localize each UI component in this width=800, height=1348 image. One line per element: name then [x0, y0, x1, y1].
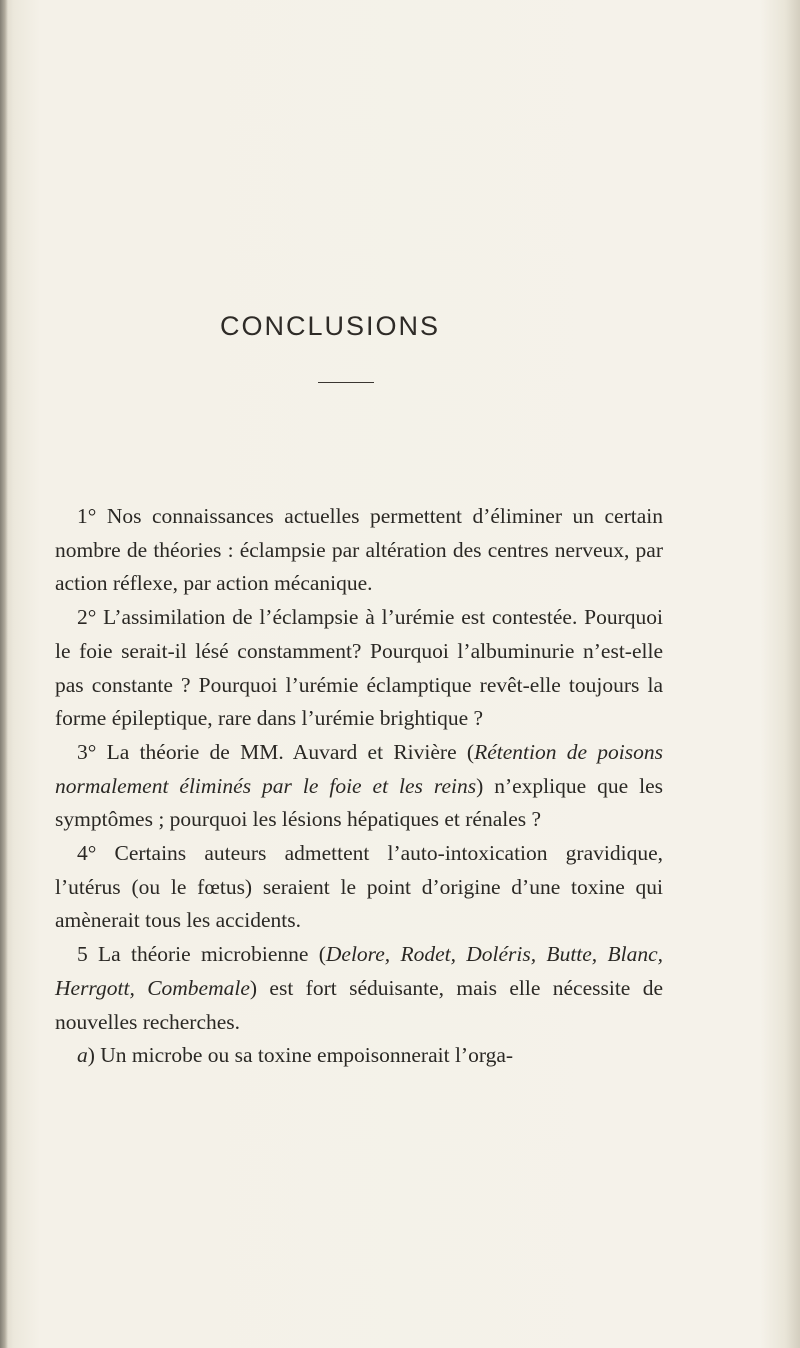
paragraph-2: 2° L’assimilation de l’éclampsie à l’urémie est contestée. Pourquoi le foie serait-il lésé constamment? Pourquoi l’albuminurie n’est-elle pas constante ? Pourquoi l’urémie éclamptique revêt-elle toujours la forme épileptique, rare dans l’urémie brightique ? [55, 605, 663, 731]
paragraph-1: 1° Nos connaissances actuelles permettent d’éliminer un certain nombre de théories : éclampsie par altération des centres nerveux, par action réflexe, par action mécanique. [55, 504, 663, 596]
paragraph-4: 4° Certains auteurs admettent l’auto-intoxication gravidique, l’utérus (ou le fœtus) seraient le point d’origine d’une toxine qui amènerait tous les accidents. [55, 841, 663, 933]
paragraph-5-lead: 5 La théorie microbienne ( [77, 942, 326, 967]
paragraph-3-lead: 3° La théorie de MM. Auvard et Rivière ( [77, 739, 475, 764]
page-binding-edge [0, 0, 8, 1348]
title-rule [318, 382, 374, 383]
paragraph-6-tail: ) Un microbe ou sa toxine empoisonnerait l’orga- [87, 1043, 514, 1068]
page-title: CONCLUSIONS [219, 311, 441, 341]
paragraph-6 [55, 1039, 663, 1073]
paragraph-5-tail: ) est fort séduisante, mais elle nécessite de nouvelles recherches. [55, 975, 664, 1034]
paragraph-3 [55, 736, 663, 837]
paragraph-5 [55, 938, 663, 1039]
paragraph-3-tail: ) n’explique que les symptômes ; pourquoi les lésions hépatiques et rénales ? [55, 773, 663, 832]
body-text [55, 500, 663, 1073]
paragraph-6-italic: a [77, 1043, 88, 1068]
paragraph-5-italic: Delore, Rodet, Doléris, Butte, Blanc, Herrgott, Combemale [55, 942, 663, 1000]
paragraph-3-italic: Rétention de poisons normalement éliminés par le foie et les reins [55, 739, 663, 798]
